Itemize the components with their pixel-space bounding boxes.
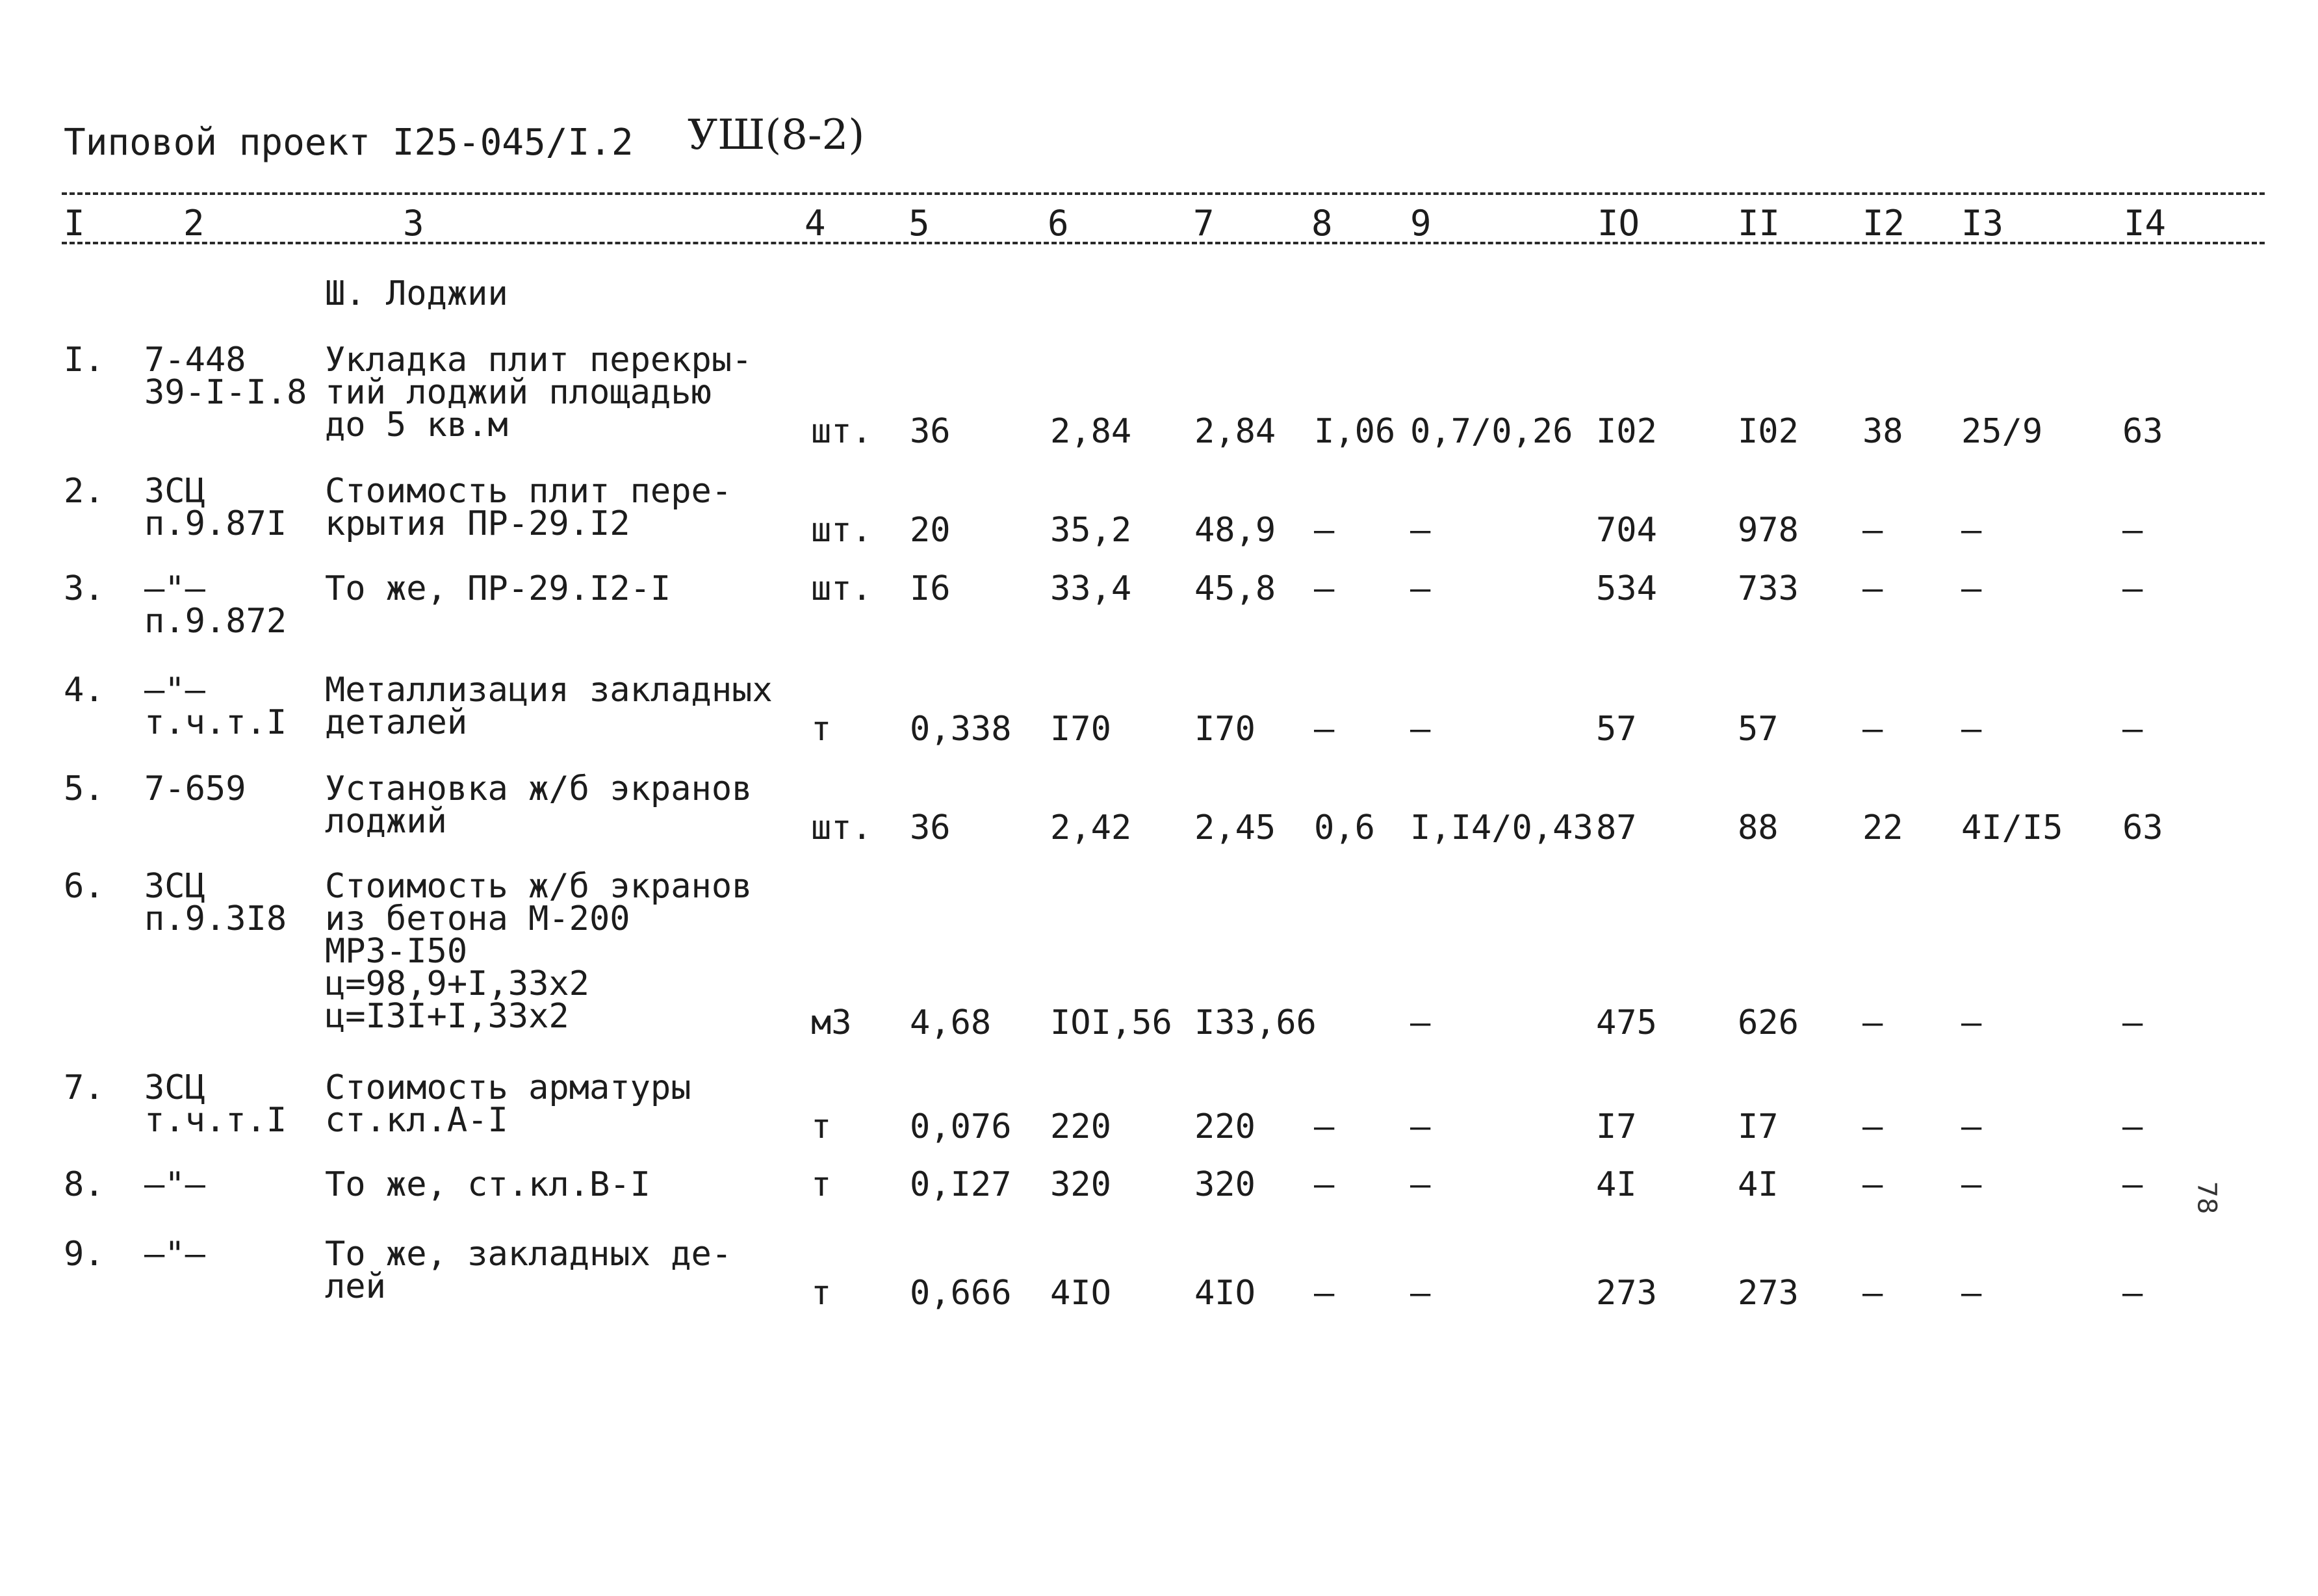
work-description: То же, ПР-29.I2-I <box>325 569 671 608</box>
column-number: IO <box>1597 203 1640 244</box>
cell-c9: 0,7/0,26 <box>1410 412 1573 451</box>
cell-c7: I33,66 <box>1194 1003 1317 1042</box>
cell-c13: – <box>1961 1165 1982 1204</box>
norm-code: ЗСЦ <box>144 867 205 906</box>
norm-code: –"– <box>144 1165 205 1204</box>
cell-c6: 320 <box>1050 1165 1111 1204</box>
cell-c10: 475 <box>1596 1003 1657 1042</box>
cell-c13: – <box>1961 569 1982 608</box>
cell-c13: 4I/I5 <box>1961 808 2063 847</box>
unit: шт. <box>811 511 872 550</box>
cell-c12: 22 <box>1862 808 1903 847</box>
work-description: деталей <box>325 703 468 742</box>
work-description: до 5 кв.м <box>325 405 508 444</box>
column-number: 7 <box>1193 203 1215 244</box>
cell-c14: – <box>2122 569 2143 608</box>
cell-c7: 4IO <box>1194 1274 1256 1313</box>
cell-c11: 88 <box>1738 808 1779 847</box>
cell-c11: 626 <box>1738 1003 1799 1042</box>
cell-c5: I6 <box>910 569 951 608</box>
work-description: Стоимость ж/б экранов <box>325 867 753 906</box>
cell-c8: – <box>1314 1274 1335 1313</box>
work-description: ст.кл.А-I <box>325 1101 508 1140</box>
norm-code: ЗСЦ <box>144 472 205 511</box>
norm-code: ЗСЦ <box>144 1068 205 1107</box>
work-description: крытия ПР-29.I2 <box>325 504 630 543</box>
cell-c6: 33,4 <box>1050 569 1132 608</box>
cell-c9: – <box>1410 1107 1431 1146</box>
column-number: I3 <box>1961 203 2004 244</box>
cell-c13: – <box>1961 1274 1982 1313</box>
project-title: Типовой проект I25-045/I.2 <box>64 122 634 164</box>
column-number: II <box>1738 203 1781 244</box>
cell-c8: – <box>1314 1165 1335 1204</box>
work-description: Укладка плит перекры- <box>325 341 753 380</box>
cell-c9: – <box>1410 1274 1431 1313</box>
unit: т <box>811 1165 832 1204</box>
cell-c13: – <box>1961 710 1982 749</box>
norm-code: т.ч.т.I <box>144 1101 287 1140</box>
cell-c9: – <box>1410 1165 1431 1204</box>
cell-c9: – <box>1410 569 1431 608</box>
work-description: МРЗ-I50 <box>325 932 468 971</box>
unit: шт. <box>811 569 872 608</box>
work-description: лоджий <box>325 802 447 841</box>
norm-code: –"– <box>144 569 205 608</box>
cell-c13: 25/9 <box>1961 412 2043 451</box>
row-number: 2. <box>64 472 105 511</box>
unit: шт. <box>811 808 872 847</box>
cell-c7: I70 <box>1194 710 1256 749</box>
unit: м3 <box>811 1003 852 1042</box>
column-number: I <box>64 203 85 244</box>
margin-page-note: 78 <box>2191 1181 2222 1215</box>
cell-c5: 20 <box>910 511 951 550</box>
work-description: ц=I3I+I,33х2 <box>325 997 569 1036</box>
cell-c5: 36 <box>910 412 951 451</box>
unit: т <box>811 1274 832 1313</box>
row-number: 7. <box>64 1068 105 1107</box>
header-rule-bottom <box>62 242 2265 244</box>
row-number: 4. <box>64 671 105 710</box>
work-description: Стоимость арматуры <box>325 1068 691 1107</box>
row-number: I. <box>64 341 105 380</box>
norm-code: п.9.87I <box>144 504 287 543</box>
work-description: ц=98,9+I,33х2 <box>325 964 589 1003</box>
cell-c9: – <box>1410 1003 1431 1042</box>
cell-c10: I7 <box>1596 1107 1637 1146</box>
cell-c8: 0,6 <box>1314 808 1375 847</box>
column-number: 9 <box>1410 203 1432 244</box>
cell-c12: – <box>1862 1107 1883 1146</box>
norm-code: –"– <box>144 671 205 710</box>
norm-code: т.ч.т.I <box>144 703 287 742</box>
column-number: 6 <box>1048 203 1069 244</box>
cell-c9: – <box>1410 511 1431 550</box>
row-number: 6. <box>64 867 105 906</box>
cell-c10: I02 <box>1596 412 1657 451</box>
work-description: тий лоджий площадью <box>325 373 712 412</box>
cell-c6: 4IO <box>1050 1274 1111 1313</box>
norm-code: –"– <box>144 1235 205 1274</box>
cell-c14: 63 <box>2122 808 2163 847</box>
row-number: 3. <box>64 569 105 608</box>
cell-c5: 36 <box>910 808 951 847</box>
column-number: I4 <box>2124 203 2167 244</box>
cell-c6: 35,2 <box>1050 511 1132 550</box>
section-title: Ш. Лоджии <box>325 274 508 313</box>
cell-c11: 4I <box>1738 1165 1779 1204</box>
cell-c13: – <box>1961 1003 1982 1042</box>
cell-c13: – <box>1961 1107 1982 1146</box>
work-description: То же, закладных де- <box>325 1235 732 1274</box>
cell-c6: 220 <box>1050 1107 1111 1146</box>
norm-code: 7-659 <box>144 769 246 808</box>
cell-c14: – <box>2122 1003 2143 1042</box>
cell-c8: I,06 <box>1314 412 1396 451</box>
norm-code: 39-I-I.8 <box>144 373 307 412</box>
cell-c14: – <box>2122 1165 2143 1204</box>
cell-c14: – <box>2122 1274 2143 1313</box>
cell-c9: – <box>1410 710 1431 749</box>
row-number: 8. <box>64 1165 105 1204</box>
column-number: I2 <box>1862 203 1905 244</box>
cell-c12: – <box>1862 511 1883 550</box>
cell-c7: 220 <box>1194 1107 1256 1146</box>
cell-c10: 57 <box>1596 710 1637 749</box>
cell-c11: I02 <box>1738 412 1799 451</box>
row-number: 5. <box>64 769 105 808</box>
cell-c8: – <box>1314 710 1335 749</box>
cell-c8: – <box>1314 569 1335 608</box>
cell-c11: 733 <box>1738 569 1799 608</box>
cell-c8: – <box>1314 511 1335 550</box>
cell-c10: 704 <box>1596 511 1657 550</box>
cell-c14: – <box>2122 710 2143 749</box>
work-description: Установка ж/б экранов <box>325 769 753 808</box>
norm-code: п.9.872 <box>144 602 287 641</box>
cell-c12: – <box>1862 1274 1883 1313</box>
norm-code: 7-448 <box>144 341 246 380</box>
cell-c6: IOI,56 <box>1050 1003 1172 1042</box>
header-rule-top <box>62 192 2265 195</box>
cell-c5: 0,338 <box>910 710 1012 749</box>
cell-c8: – <box>1314 1107 1335 1146</box>
cell-c5: 0,076 <box>910 1107 1012 1146</box>
cell-c6: 2,84 <box>1050 412 1132 451</box>
cell-c7: 45,8 <box>1194 569 1276 608</box>
cell-c7: 320 <box>1194 1165 1256 1204</box>
work-description: То же, ст.кл.В-I <box>325 1165 650 1204</box>
cell-c14: 63 <box>2122 412 2163 451</box>
cell-c7: 48,9 <box>1194 511 1276 550</box>
cell-c12: – <box>1862 710 1883 749</box>
norm-code: п.9.3I8 <box>144 899 287 938</box>
cell-c5: 0,666 <box>910 1274 1012 1313</box>
work-description: из бетона М-200 <box>325 899 630 938</box>
work-description: Стоимость плит пере- <box>325 472 732 511</box>
column-number: 5 <box>908 203 930 244</box>
cell-c14: – <box>2122 1107 2143 1146</box>
unit: т <box>811 710 832 749</box>
work-description: Металлизация закладных <box>325 671 773 710</box>
cell-c12: – <box>1862 1003 1883 1042</box>
cell-c11: 273 <box>1738 1274 1799 1313</box>
cell-c11: 978 <box>1738 511 1799 550</box>
unit: шт. <box>811 412 872 451</box>
cell-c12: – <box>1862 569 1883 608</box>
cell-c12: – <box>1862 1165 1883 1204</box>
column-number: 3 <box>403 203 424 244</box>
column-number: 4 <box>805 203 826 244</box>
row-number: 9. <box>64 1235 105 1274</box>
cell-c14: – <box>2122 511 2143 550</box>
work-description: лей <box>325 1267 386 1306</box>
cell-c12: 38 <box>1862 412 1903 451</box>
cell-c10: 4I <box>1596 1165 1637 1204</box>
sheet-number: УШ(8-2) <box>688 111 865 159</box>
cell-c9: I,I4/0,43 <box>1410 808 1593 847</box>
unit: т <box>811 1107 832 1146</box>
column-number: 8 <box>1311 203 1333 244</box>
cell-c6: I70 <box>1050 710 1111 749</box>
cell-c5: 0,I27 <box>910 1165 1012 1204</box>
cell-c7: 2,84 <box>1194 412 1276 451</box>
cell-c10: 87 <box>1596 808 1637 847</box>
cell-c7: 2,45 <box>1194 808 1276 847</box>
cell-c10: 534 <box>1596 569 1657 608</box>
cell-c10: 273 <box>1596 1274 1657 1313</box>
column-number: 2 <box>183 203 205 244</box>
cell-c6: 2,42 <box>1050 808 1132 847</box>
cell-c5: 4,68 <box>910 1003 992 1042</box>
cell-c13: – <box>1961 511 1982 550</box>
cell-c11: 57 <box>1738 710 1779 749</box>
cell-c11: I7 <box>1738 1107 1779 1146</box>
